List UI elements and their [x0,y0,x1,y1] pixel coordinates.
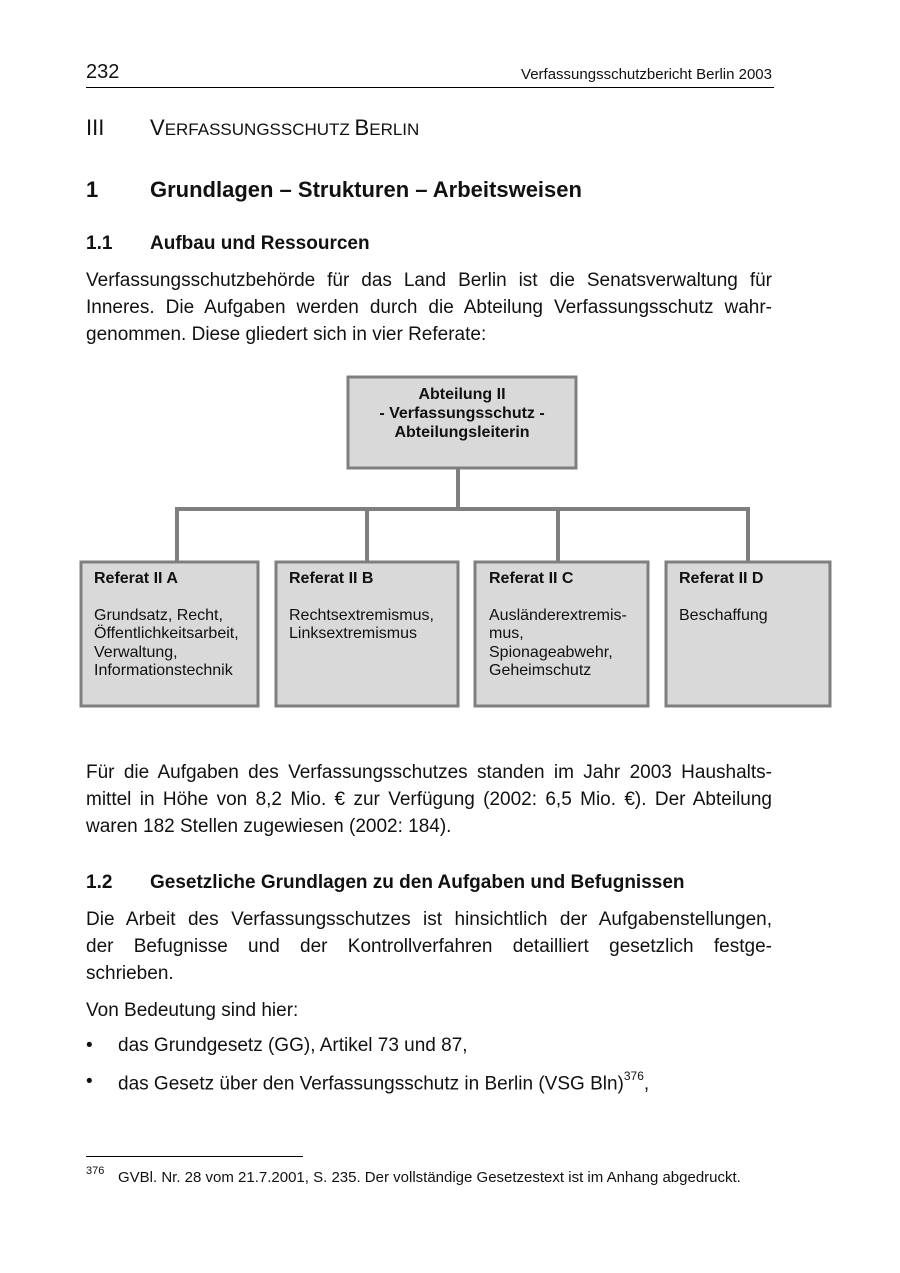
referat-c-head: Referat II C [489,570,574,587]
paragraph-haushalt [86,759,772,840]
referat-c-line: Spionageabwehr, [489,643,613,661]
bullet-marker: • [86,1071,93,1092]
paragraph-line: Verfassungsschutzbehörde für das Land Berlin ist die Senatsverwaltung für [86,270,772,291]
paragraph-grundlagen [86,906,772,987]
section-1-2-number: 1.2 [86,872,113,893]
footnote-text: GVBl. Nr. 28 vom 21.7.2001, S. 235. Der vollständige Gesetzestext ist im Anhang abgedruckt. [118,1169,741,1186]
chapter-title-part-2: ERFASSUNGSSCHUTZ [164,120,355,139]
referat-b-line: Linksextremismus [289,625,418,642]
chapter-title-part-4: ERLIN [369,120,420,139]
chapter-title-part-1: V [150,115,165,140]
paragraph-bedeutung: Von Bedeutung sind hier: [86,1000,299,1021]
referat-d-head: Referat II D [679,570,764,587]
referat-a-line: Grundsatz, Recht, [94,606,223,624]
referat-b-text [289,570,434,644]
chapter-number: III [86,115,105,140]
referat-a-text [94,570,239,681]
referat-d-line: Beschaffung [679,606,768,624]
bullet-marker: • [86,1035,93,1056]
paragraph-line: der Befugnisse und der Kontrollverfahren detailliert gesetzlich festge- [86,936,772,957]
paragraph-line: genommen. Diese gliedert sich in vier Referate: [86,324,487,345]
running-title: Verfassungsschutzbericht Berlin 2003 [521,66,772,83]
referat-c-text [489,570,627,681]
section-1-number: 1 [86,177,99,202]
page-number: 232 [86,61,120,83]
section-1-title: Grundlagen – Strukturen – Arbeitsweisen [150,177,582,202]
bullet-item-vsg-text: das Gesetz über den Verfassungsschutz in Berlin (VSG Bln) [118,1073,624,1095]
paragraph-line: schrieben. [86,963,174,984]
org-abteilung-line: Abteilung II [418,386,506,403]
bullet-item-vsg [118,1071,649,1095]
chapter-title-part-3: B [354,115,370,140]
referat-a-head: Referat II A [94,570,178,587]
referat-c-line: mus, [489,625,524,642]
referat-b-line: Rechtsextremismus, [289,606,434,624]
section-1-1-title: Aufbau und Ressourcen [150,233,370,254]
paragraph-line: Für die Aufgaben des Verfassungsschutzes standen im Jahr 2003 Haushalts- [86,762,772,783]
paragraph-line: waren 182 Stellen zugewiesen (2002: 184). [86,816,452,837]
bullet-item-grundgesetz: das Grundgesetz (GG), Artikel 73 und 87, [118,1035,468,1056]
referat-b-head: Referat II B [289,570,374,587]
referat-d-text [679,570,768,625]
paragraph-line: Inneres. Die Aufgaben werden durch die Abteilung Verfassungsschutz wahr- [86,297,772,318]
referat-c-line: Geheimschutz [489,662,592,679]
bullet-item-vsg-after: , [643,1073,650,1095]
footnote-rule [86,1156,303,1157]
footnote-reference[interactable]: 376 [623,1069,644,1083]
org-abteilung-line: Abteilungsleiterin [394,424,530,441]
paragraph-line: mittel in Höhe von 8,2 Mio. € zur Verfügung (2002: 6,5 Mio. €). Der Abteilung [86,789,772,810]
referat-c-line: Ausländerextremis- [489,606,627,624]
org-abteilung-line: - Verfassungsschutz - [379,405,545,422]
section-1-2-title: Gesetzliche Grundlagen zu den Aufgaben und Befugnissen [150,872,685,893]
referat-a-line: Öffentlichkeitsarbeit, [94,625,239,642]
referat-a-line: Verwaltung, [94,643,178,661]
section-1-1-number: 1.1 [86,233,113,254]
paragraph-line: Die Arbeit des Verfassungsschutzes ist hinsichtlich der Aufgabenstellungen, [86,909,772,930]
footnote-number: 376 [86,1165,105,1177]
referat-a-line: Informationstechnik [94,662,233,679]
org-abteilung-text [348,385,576,442]
